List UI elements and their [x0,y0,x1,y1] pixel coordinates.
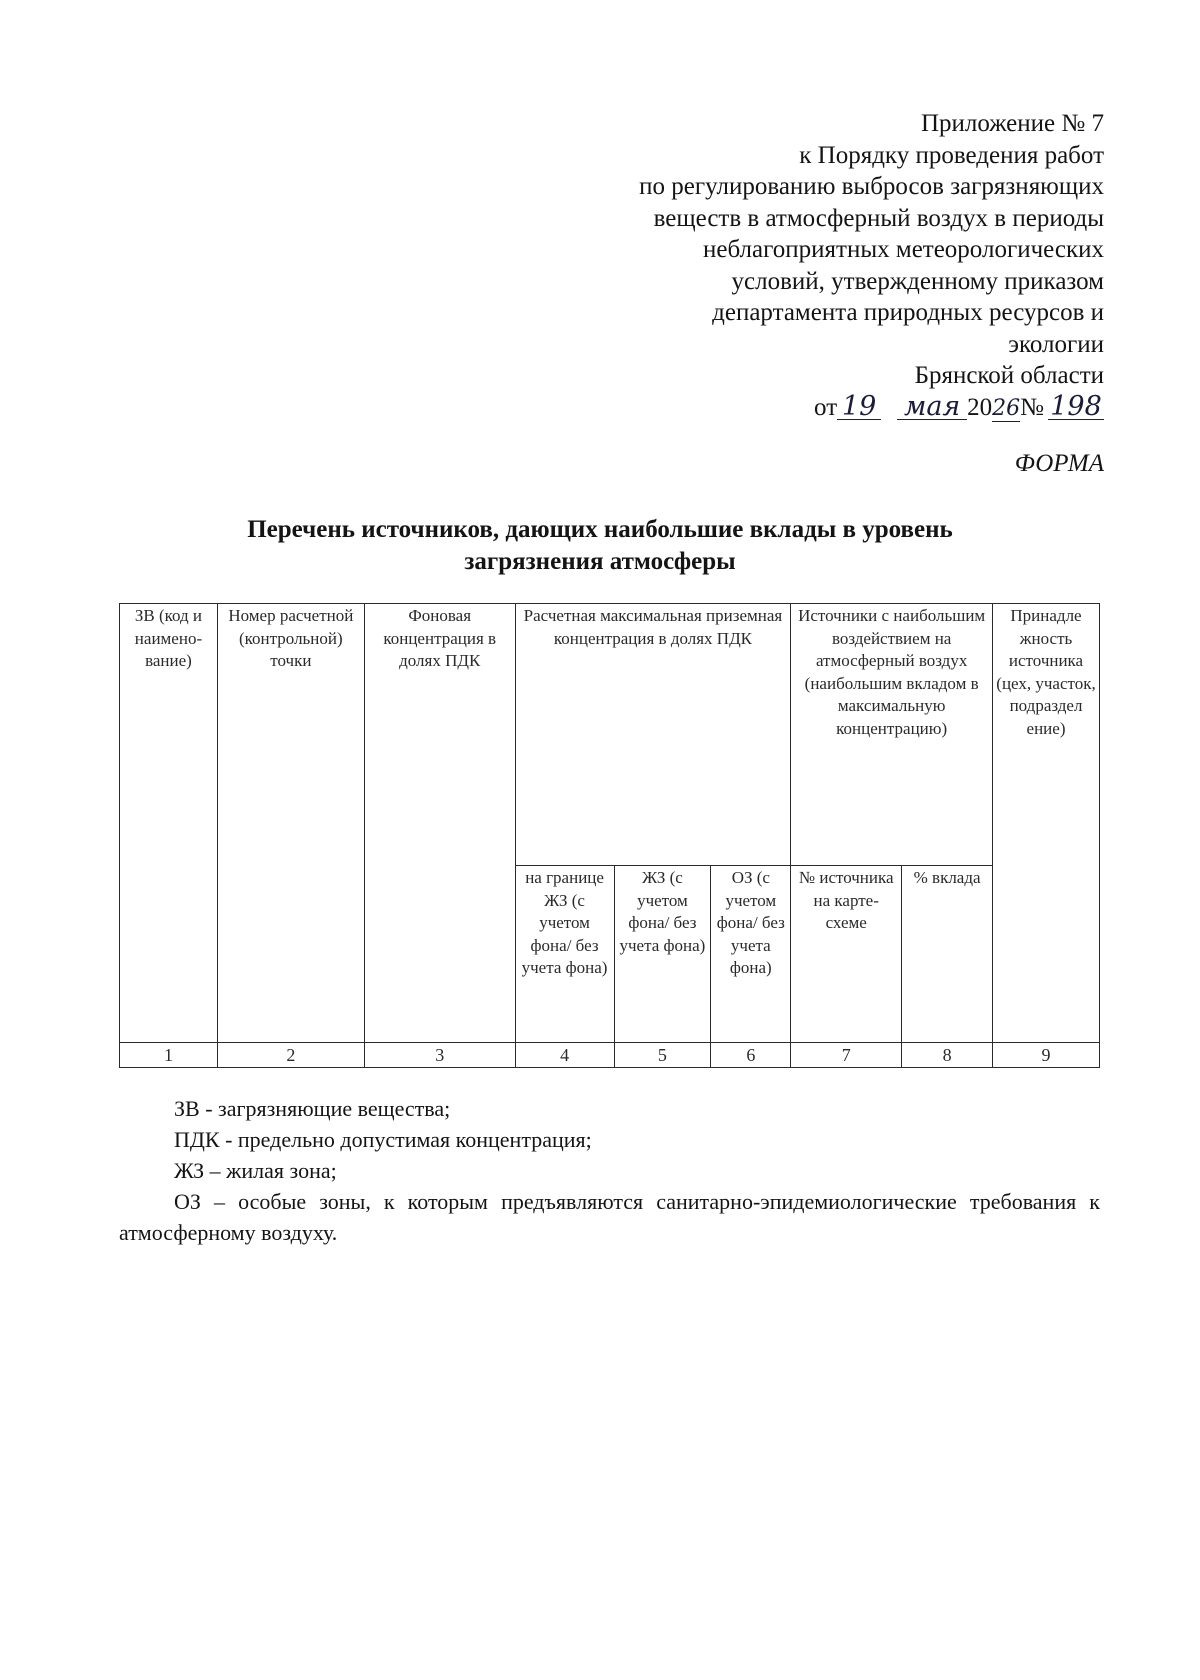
appendix-line: веществ в атмосферный воздух в периоды [653,204,1104,232]
column-number: 8 [902,1043,993,1068]
column-number: 1 [120,1043,218,1068]
order-number-handwritten: 198 [1048,395,1104,420]
date-prefix: от [814,393,838,421]
order-number-label: № [1020,393,1044,421]
appendix-line: Брянской области [914,362,1104,389]
sources-table [119,603,1100,1068]
appendix-line: условий, утвержденному приказом [731,267,1104,295]
header-pollutant: ЗВ (код и наимено-вание) [120,604,218,1043]
header-contribution-percent: % вклада [902,866,993,1043]
appendix-line: неблагоприятных метеорологических [702,236,1104,263]
appendix-line: по регулированию выбросов загрязняющих [639,173,1104,200]
column-number-row [120,1043,1100,1068]
form-label: ФОРМА [1014,450,1104,477]
abbreviation-notes [119,1093,1100,1248]
date-month-handwritten: мая [897,395,967,420]
header-residential-zone: ЖЗ (с учетом фона/ без учета фона) [614,866,711,1043]
note-line: ЗВ - загрязняющие вещества; [174,1096,451,1121]
column-number: 5 [614,1043,711,1068]
header-source-ownership: Принадле жность источника (цех, участок, подраздел ение) [993,604,1100,1043]
note-line: ЖЗ – жилая зона; [174,1158,337,1183]
header-background-concentration: Фоновая концентрация в долях ПДК [364,604,515,1043]
document-title [0,514,1200,578]
header-calculated-concentration: Расчетная максимальная приземная концентрация в долях ПДК [515,604,791,866]
note-line: ПДК - предельно допустимая концентрация; [174,1127,592,1152]
column-number: 9 [993,1043,1100,1068]
appendix-line: департамента природных ресурсов и [712,299,1104,326]
column-number: 2 [217,1043,364,1068]
document-title-line: загрязнения атмосферы [464,548,736,575]
appendix-block [484,108,1104,423]
column-number: 6 [711,1043,791,1068]
appendix-line: к Порядку проведения работ [799,141,1104,169]
header-residential-boundary: на границе ЖЗ (с учетом фона/ без учета фона) [515,866,614,1043]
document-title-line: Перечень источников, дающих наибольшие вклады в уровень [247,516,953,543]
order-date-line [484,392,1104,424]
header-point-number: Номер расчетной (контрольной) точки [217,604,364,1043]
date-year-prefix: 20 [967,393,993,421]
note-line: ОЗ – особые зоны, к которым предъявляются санитарно-эпидемиологические требования к атмосферному воздуху. [119,1189,1100,1245]
column-number: 4 [515,1043,614,1068]
header-sources: Источники с наибольшим воздействием на атмосферный воздух (наибольшим вкладом в максимальную концентрацию) [791,604,993,866]
date-day-handwritten: 19 [837,395,881,420]
column-number: 7 [791,1043,902,1068]
date-year-handwritten: 26 [992,395,1021,421]
header-source-number: № источника на карте-схеме [791,866,902,1043]
column-number: 3 [364,1043,515,1068]
appendix-line: Приложение № 7 [920,110,1104,137]
appendix-line: экологии [1008,330,1104,358]
header-special-zones: ОЗ (с учетом фона/ без учета фона) [711,866,791,1043]
